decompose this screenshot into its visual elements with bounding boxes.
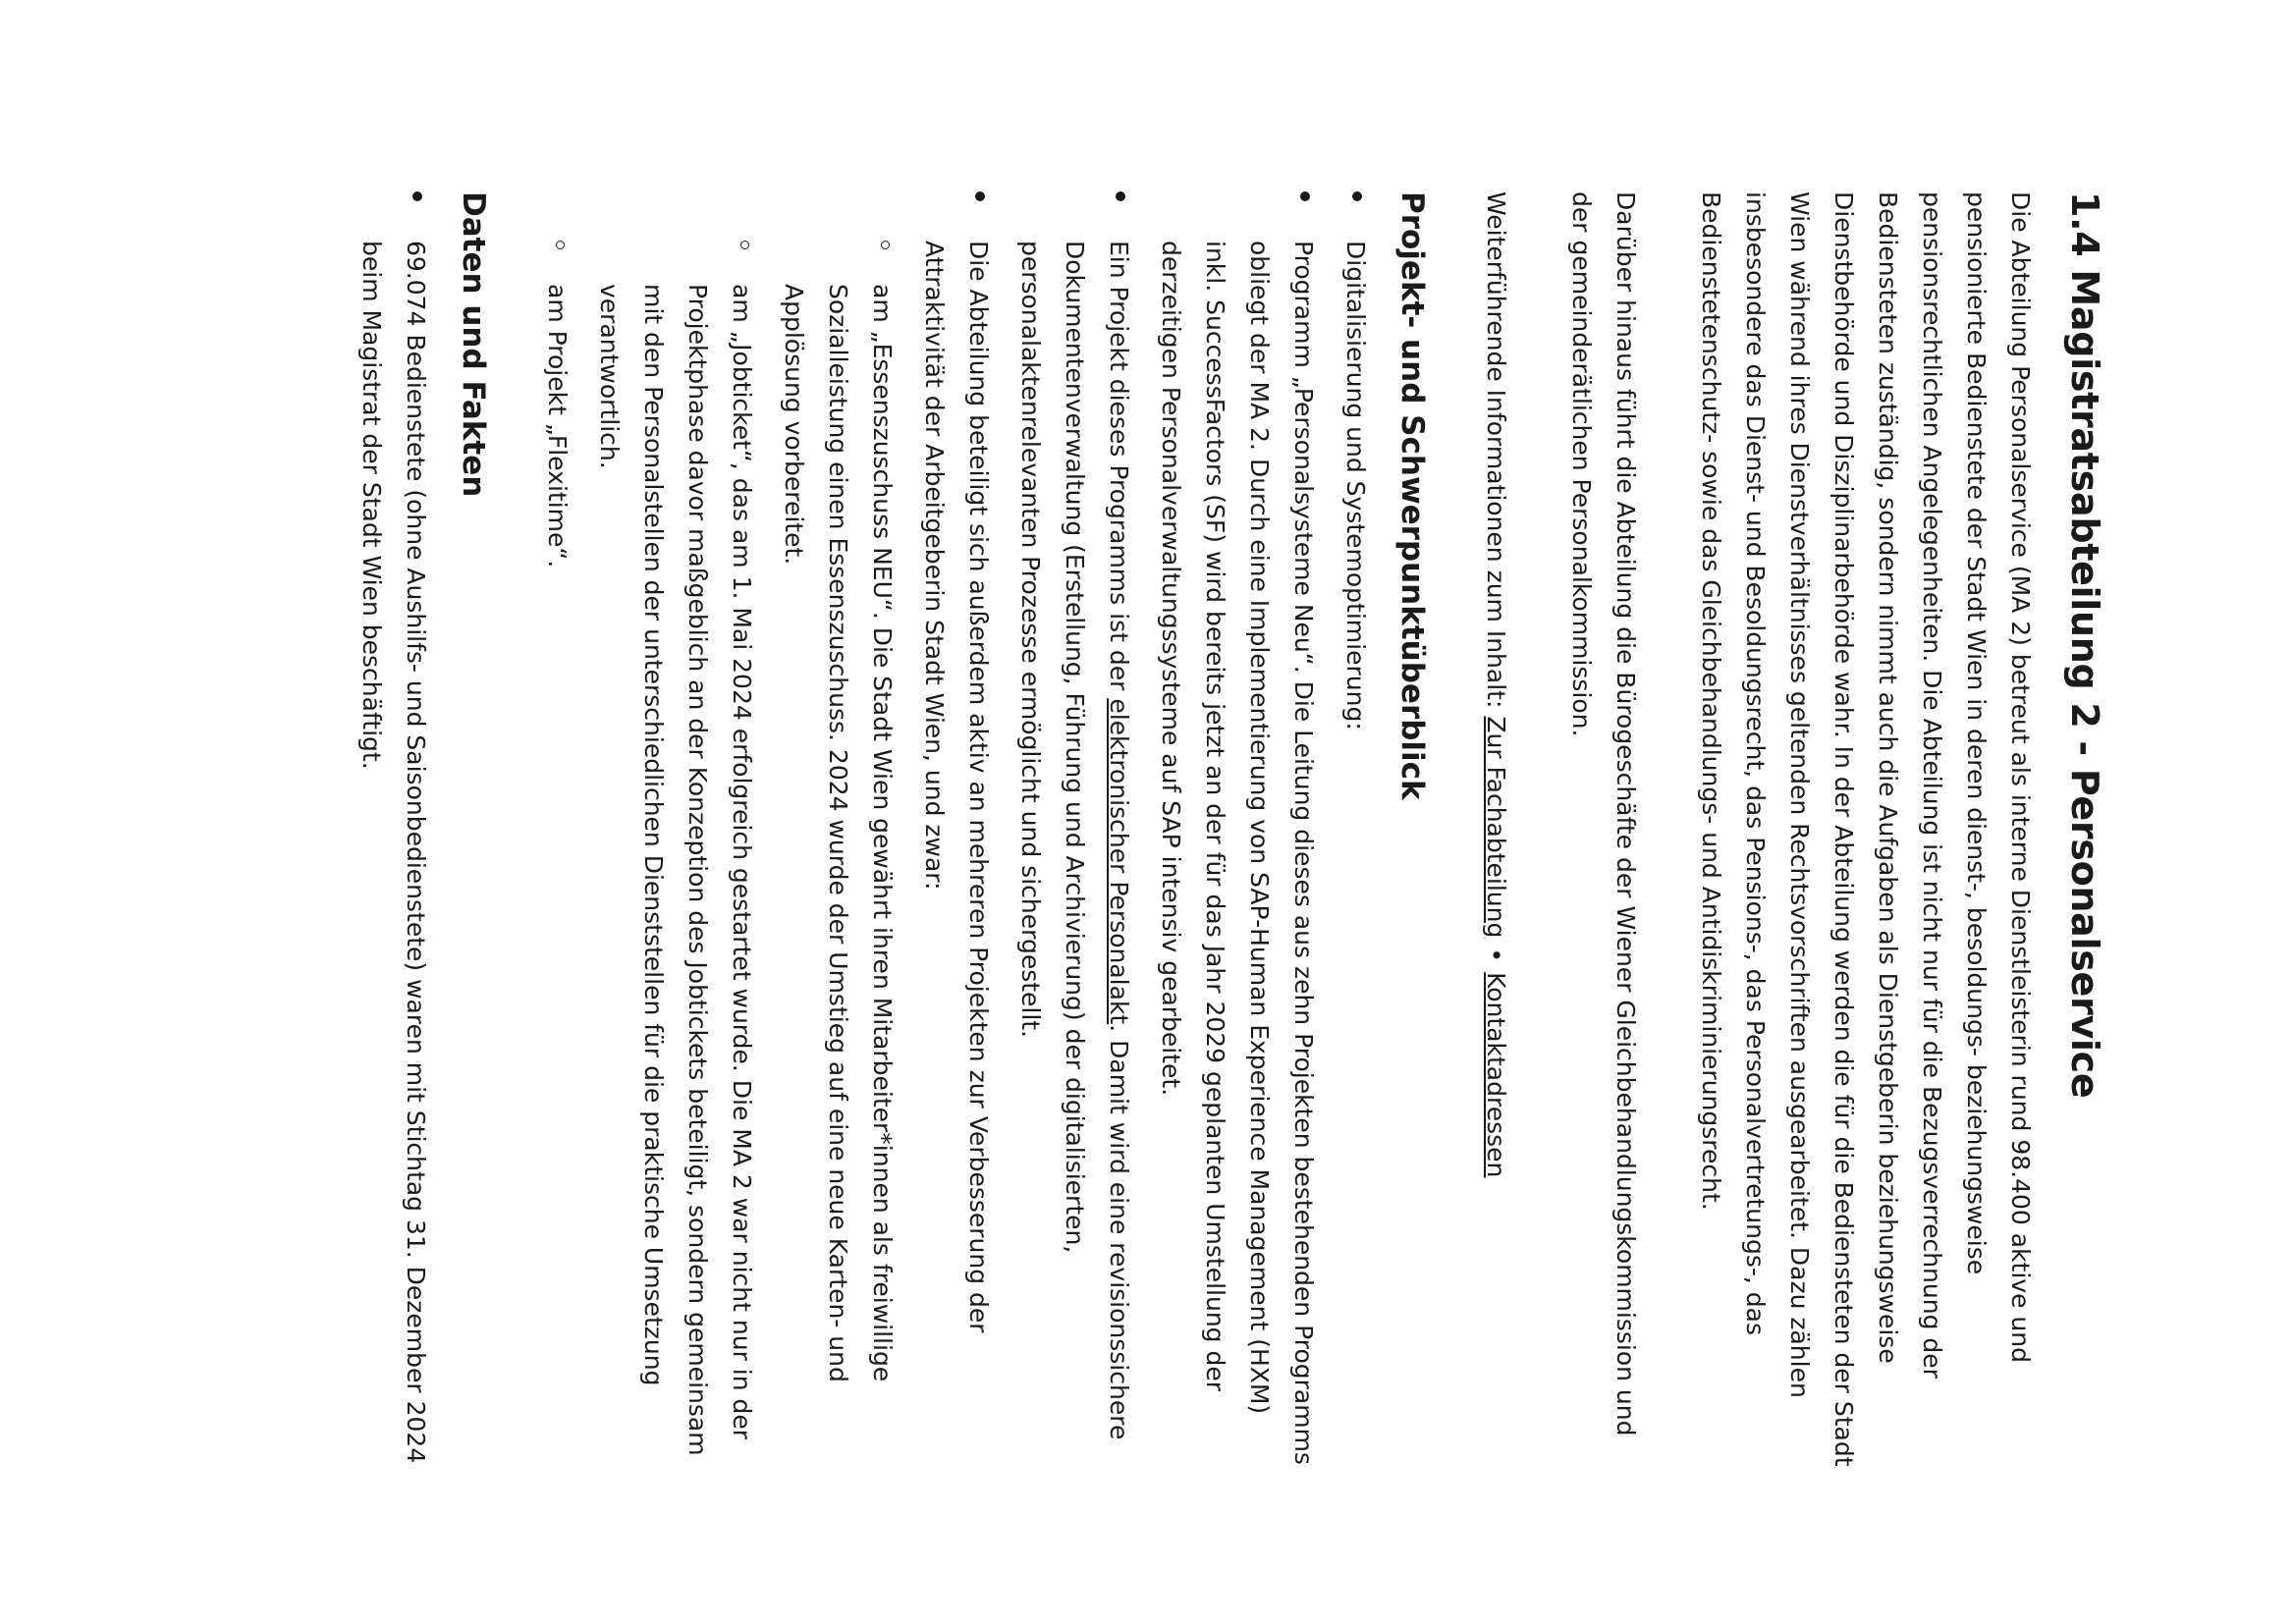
page-title: 1.4 Magistratsabteilung 2 - Personalservice xyxy=(2063,191,2106,1099)
sub-list-item-text: am „Jobticket“, das am 1. Mai 2024 erfolgreich gestartet wurde. Die MA 2 war nicht nur in der Projektphase davor maßgeblich an der Konzeption des Jobtickets beteiligt, sondern gemeinsam mit den Personalstellen der unterschiedlichen Dienststellen für die praktische Umsetzung verantwortlich. xyxy=(594,284,756,1456)
further-info-line xyxy=(1475,191,1519,1467)
sub-list-item xyxy=(587,241,764,1467)
list-item xyxy=(350,191,438,1467)
sub-list-item-text: am „Essenszuschuss NEU“. Die Stadt Wien gewährt ihren Mitarbeiter*innen als freiwillige Sozialleistung einen Essenszuschuss. 2024 wurde der Umstieg auf eine neue Karten- und Applösung vorbereitet. xyxy=(779,284,897,1382)
sub-list-item xyxy=(535,241,579,1467)
list-item xyxy=(1149,191,1326,1467)
link-separator: • xyxy=(1482,947,1511,963)
facts-list xyxy=(350,191,438,1467)
bullet-icon xyxy=(1116,191,1125,201)
list-item xyxy=(535,191,1001,1467)
circle-bullet-icon xyxy=(881,241,890,249)
section-title-facts: Daten und Fakten xyxy=(455,191,491,498)
list-item-text: Digitalisierung und Systemoptimierung: xyxy=(1340,241,1370,731)
list-item-text: 69.074 Bedienstete (ohne Aushilfs- und Saisonbedienstete) waren mit Stichtag 31. Dezember 2024 beim Magistrat der Stadt Wien beschäftigt. xyxy=(357,241,430,1464)
intro-paragraph: Die Abteilung Personalservice (MA 2) betreut als interne Dienstleisterin rund 98.400 aktive und pensionierte Bedienstete der Stadt Wien in deren dienst-, besoldungs- beziehungsweise pensionsrechtlichen Angelegenheiten. Die Abteilung ist nicht nur für die Bezugsverrechnung der Bediensteten zuständig, sondern nimmt auch die Aufgaben als Dienstgeberin beziehungsweise Dienstbehörde und Disziplinarbehörde wahr. In der Abteilung werden die für die Bediensteten der Stadt Wien während ihres Dienstverhältnisses geltenden Rechtsvorschriften ausgearbeitet. Dazu zählen insbesondere das Dienst- und Besoldungsrecht, das Pensions-, das Personalvertretungs-, das Bedienstetenschutz- sowie das Gleichbehandlungs- und Antidiskriminierungsrecht. xyxy=(1697,191,2036,1467)
bullet-icon xyxy=(1300,191,1310,201)
second-paragraph: Darüber hinaus führt die Abteilung die Bürogeschäfte der Wiener Gleichbehandlungskommission und der gemeinderätlichen Personalkommission. xyxy=(1567,191,1641,1436)
sub-list-item xyxy=(772,241,904,1467)
bullet-icon xyxy=(975,191,985,201)
bullet-icon xyxy=(1352,191,1362,201)
list-item-text: Die Abteilung beteiligt sich außerdem aktiv an mehreren Projekten zur Verbesserung der Attraktivität der Arbeitgeberin Stadt Wien, und zwar: xyxy=(919,241,993,1333)
list-item-text-prefix: Ein Projekt dieses Programms ist der xyxy=(1104,241,1133,699)
sub-list xyxy=(535,241,904,1467)
link-elektronischer-personalakt[interactable]: elektronischer Personalakt xyxy=(1104,698,1133,1025)
bullet-icon xyxy=(412,191,422,201)
circle-bullet-icon xyxy=(740,241,749,249)
further-info-prefix: Weiterführende Informationen zum Inhalt: xyxy=(1482,191,1511,717)
sub-list-item-text: am Projekt „Flexitime“. xyxy=(542,284,572,568)
link-kontaktadressen[interactable]: Kontaktadressen xyxy=(1482,972,1511,1178)
list-item xyxy=(1009,191,1141,1467)
list-item xyxy=(1334,191,1378,1467)
circle-bullet-icon xyxy=(556,241,565,249)
list-item-text-suffix: . Damit wird eine revisionssichere Dokumentenverwaltung (Erstellung, Führung und Archivierung) der digitalisierten, personalaktenrelevanten Prozesse ermöglicht und sichergestellt. xyxy=(1015,241,1133,1440)
projects-list xyxy=(535,191,1378,1467)
link-fachabteilung[interactable]: Zur Fachabteilung xyxy=(1482,716,1511,939)
section-title-projects: Projekt- und Schwerpunktüberblick xyxy=(1394,191,1431,800)
list-item-text: Programm „Personalsysteme Neu“. Die Leitung dieses aus zehn Projekten bestehenden Programms obliegt der MA 2. Durch eine Implementierung von SAP-Human Experience Management (HXM) inkl. SuccessFactors (SF) wird bereits jetzt an der für das Jahr 2029 geplanten Umstellung der derzeitigen Personalverwaltungssysteme auf SAP intensiv gearbeitet. xyxy=(1156,241,1318,1465)
